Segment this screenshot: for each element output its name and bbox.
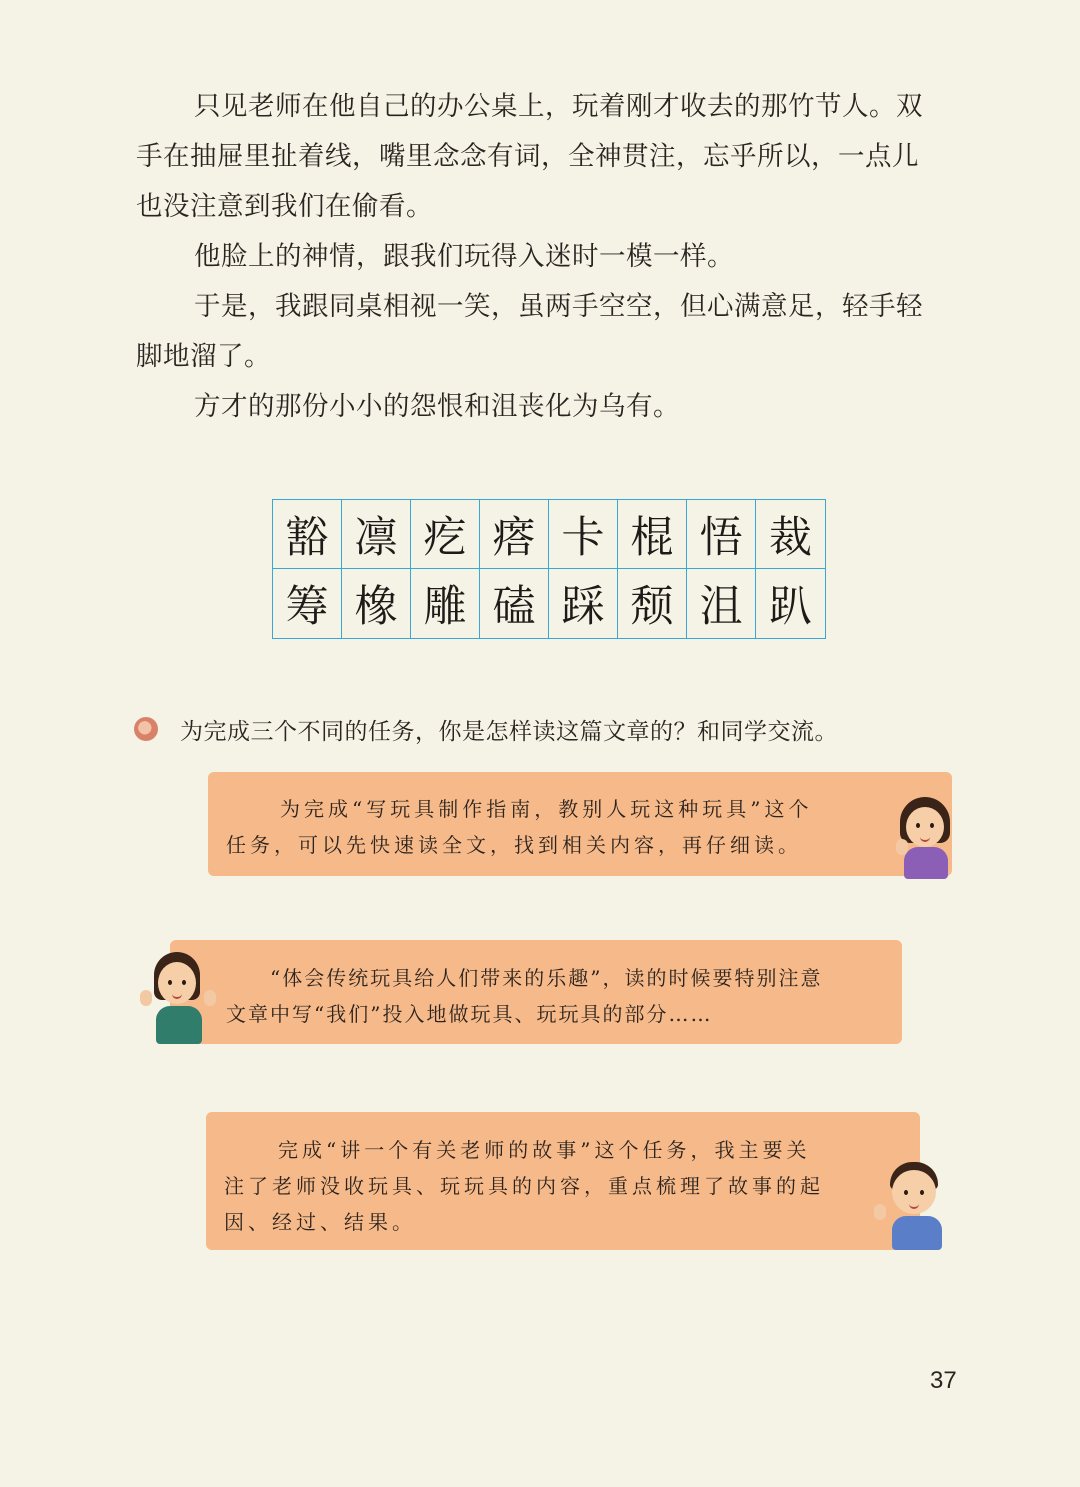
discussion-icon — [134, 717, 158, 741]
girl-with-ponytails-icon — [888, 795, 960, 881]
passage-line: 于是，我跟同桌相视一笑，虽两手空空，但心满意足，轻手轻 — [194, 291, 923, 322]
bubble-line: 任务，可以先快速读全文，找到相关内容，再仔细读。 — [226, 833, 802, 857]
speech-bubble — [206, 1112, 920, 1250]
character-cell: 卡 — [549, 500, 618, 569]
character-cell: 沮 — [687, 569, 756, 638]
character-cell: 雕 — [411, 569, 480, 638]
speech-bubble — [208, 772, 952, 876]
character-cell: 棍 — [618, 500, 687, 569]
character-cell: 悟 — [687, 500, 756, 569]
character-cell: 凛 — [342, 500, 411, 569]
character-cell: 趴 — [769, 582, 812, 632]
character-cell: 疙 — [411, 500, 480, 569]
character-cell: 筹 — [273, 569, 342, 638]
character-cell: 裁 — [756, 500, 825, 569]
page-number: 37 — [930, 1367, 957, 1394]
character-cell: 瘩 — [480, 500, 549, 569]
bubble-line: 文章中写“我们”投入地做玩具、玩玩具的部分…… — [226, 1002, 713, 1026]
question-text: 为完成三个不同的任务，你是怎样读这篇文章的？和同学交流。 — [180, 718, 838, 745]
character-cell: 踩 — [549, 569, 618, 638]
passage-line: 也没注意到我们在偷看。 — [136, 191, 433, 222]
passage-line: 手在抽屉里扯着线，嘴里念念有词，全神贯注，忘乎所以，一点儿 — [136, 141, 919, 172]
new-characters-grid — [272, 499, 826, 639]
girl-waving-icon — [136, 952, 222, 1046]
character-cell: 豁 — [273, 500, 342, 569]
bubble-line: 注了老师没收玩具、玩玩具的内容，重点梳理了故事的起 — [224, 1174, 824, 1198]
bubble-line: “体会传统玩具给人们带来的乐趣”，读的时候要特别注意 — [270, 966, 823, 990]
passage-line: 只见老师在他自己的办公桌上，玩着刚才收去的那竹节人。双 — [194, 91, 923, 122]
boy-pointing-icon — [872, 1160, 952, 1252]
bubble-line: 完成“讲一个有关老师的故事”这个任务，我主要关 — [278, 1138, 811, 1162]
passage-line: 脚地溜了。 — [136, 341, 271, 372]
passage-line: 方才的那份小小的怨恨和沮丧化为乌有。 — [194, 391, 680, 422]
character-cell: 橡 — [342, 569, 411, 638]
character-cell: 颓 — [618, 569, 687, 638]
bubble-line: 为完成“写玩具制作指南，教别人玩这种玩具”这个 — [280, 797, 813, 821]
passage-line: 他脸上的神情，跟我们玩得入迷时一模一样。 — [194, 241, 734, 272]
discussion-question — [134, 709, 838, 749]
character-cell: 磕 — [480, 569, 549, 638]
bubble-line: 因、经过、结果。 — [224, 1210, 416, 1234]
speech-bubble — [170, 940, 902, 1044]
